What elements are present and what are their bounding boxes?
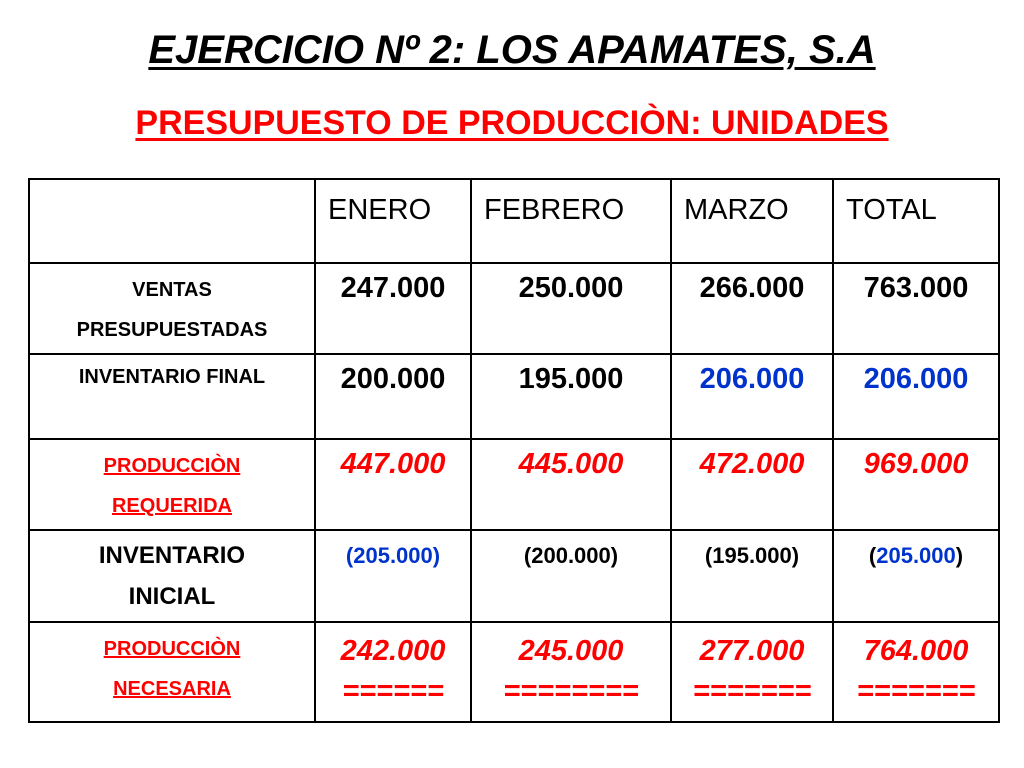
value-number: 242.000 [340,635,446,667]
row-label-cell [29,622,315,722]
value-cell [315,354,471,439]
value-febrero: 445.000 [518,448,624,480]
column-header-label: FEBRERO [484,194,625,226]
row-label-cell [29,530,315,622]
row-label-line1: INVENTARIO FINAL [78,366,266,388]
row-label-line2: PRESUPUESTADAS [76,319,268,341]
row-label-line2: NECESARIA [113,678,231,700]
header-empty-cell [29,179,315,263]
double-underline: ====== [342,675,444,707]
value-enero: 200.000 [340,363,446,395]
page-title: EJERCICIO Nº 2: LOS APAMATES, S.A [148,28,876,72]
column-header-label: TOTAL [846,194,937,226]
row-label-line1: PRODUCCIÒN [103,455,241,477]
value-cell [471,354,671,439]
paren-close: ) [955,543,964,568]
value-cell [315,439,471,530]
value-total: 206.000 [863,363,969,395]
value-marzo: 206.000 [699,363,805,395]
value-febrero: (200.000) [523,543,619,568]
table-row-produccion-necesaria [29,622,999,722]
value-number: 764.000 [863,635,969,667]
row-label [30,355,314,397]
double-underline: ======= [692,675,812,707]
value-cell [315,263,471,354]
row-label [30,264,314,350]
value-febrero: 195.000 [518,363,624,395]
value-cell [833,263,999,354]
value-total: 969.000 [863,448,969,480]
value-cell [471,263,671,354]
row-label [30,623,314,709]
value-marzo: (195.000) [704,543,800,568]
value-cell [471,530,671,622]
column-header-febrero [471,179,671,263]
row-label [30,440,314,526]
table-header-row [29,179,999,263]
value-cell [671,354,833,439]
value-cell [315,622,471,722]
double-underline: ======= [856,675,976,707]
value-cell [671,530,833,622]
value-febrero [472,623,670,711]
table-row-inventario-final [29,354,999,439]
table-row-inventario-inicial [29,530,999,622]
row-label-line1: VENTAS [132,279,212,301]
value-marzo [672,623,832,711]
row-label [30,531,314,617]
value-total-number: 205.000 [876,543,956,568]
row-label-line1: INVENTARIO [98,542,246,569]
row-label-line2: INICIAL [128,583,216,610]
value-number: 277.000 [699,635,805,667]
value-number: 245.000 [518,635,624,667]
value-total: 763.000 [863,272,969,304]
value-cell [833,622,999,722]
value-marzo: 266.000 [699,272,805,304]
paren-open: ( [868,543,877,568]
value-enero: 447.000 [340,448,446,480]
value-febrero: 250.000 [518,272,624,304]
column-header-enero [315,179,471,263]
value-cell [833,530,999,622]
value-cell [315,530,471,622]
column-header-total [833,179,999,263]
value-enero: 247.000 [340,272,446,304]
value-cell [671,622,833,722]
column-header-marzo [671,179,833,263]
value-enero: (205.000) [345,543,441,568]
page-subtitle: PRESUPUESTO DE PRODUCCIÒN: UNIDADES [135,104,889,142]
column-header-label: MARZO [684,194,789,226]
value-cell [671,263,833,354]
value-marzo: 472.000 [699,448,805,480]
value-enero [316,623,470,711]
row-label-line1: PRODUCCIÒN [103,638,241,660]
value-cell [833,354,999,439]
row-label-cell [29,439,315,530]
row-label-cell [29,354,315,439]
value-cell [671,439,833,530]
row-label-cell [29,263,315,354]
value-cell [471,439,671,530]
table-row-produccion-requerida [29,439,999,530]
table-row-ventas-presupuestadas [29,263,999,354]
value-cell [833,439,999,530]
double-underline: ======== [503,675,639,707]
value-cell [471,622,671,722]
value-total [834,623,998,711]
column-header-label: ENERO [328,194,432,226]
row-label-line2: REQUERIDA [111,495,232,517]
value-total [834,531,998,569]
production-budget-table [28,178,1000,723]
